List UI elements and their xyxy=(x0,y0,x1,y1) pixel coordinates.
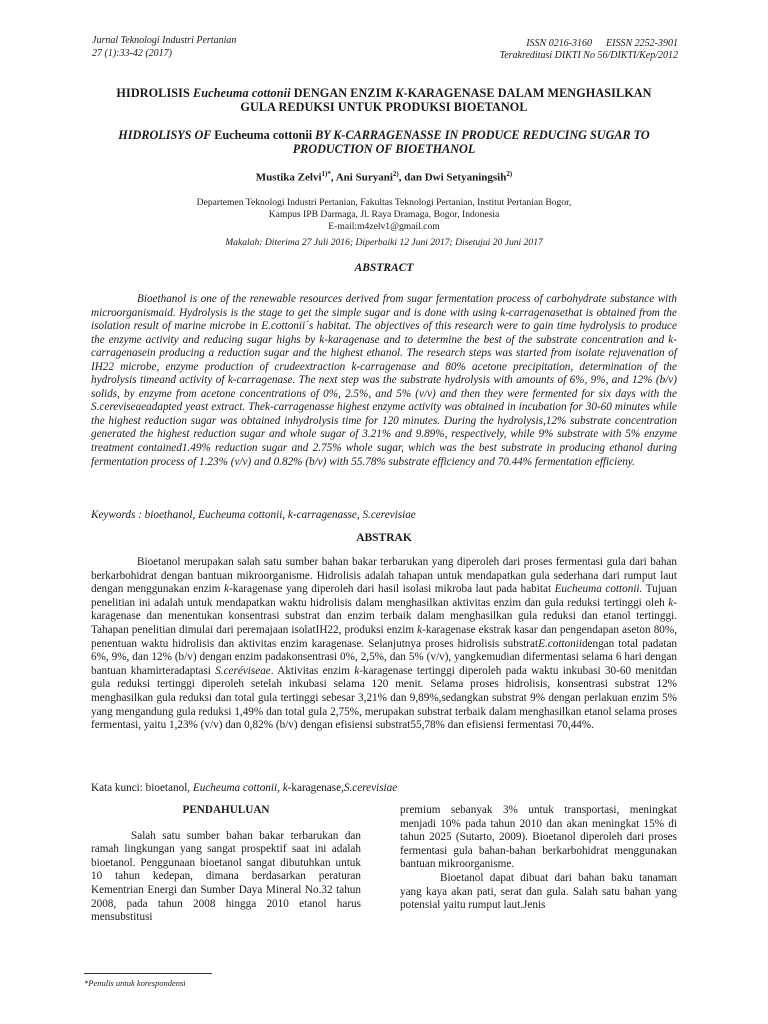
affiliation xyxy=(84,197,684,233)
footnote-divider xyxy=(84,973,212,974)
title-indonesian xyxy=(84,86,684,114)
abstract-text: Bioethanol is one of the renewable resources derived from sugar fermentation process of carbohydrate substance with microorganismaid. Hydrolysis is the stage to get the simple sugar and is done with using k-carragenasethat is obtained from the isolation result of marine microbe in E.cottonii´s habitat. The objectives of this research were to gain time hydrolysis to produce the enzyme activity and reducing sugar highs by k-karagenase and to determine the best of the substrate concentration and k-carragenasein producing a reduction sugar and the highest ethanol. The research steps was started from isolate rejuvenation of IH22 microbe, enzyme production of crudeextraction k-carragenase and 80% acetone precipitation, determination of the hydrolysis timeand activity of k-carragenase. The next step was the substrate hydrolysis with amounts of 6%, 9%, and 12% (b/v) solids, by enzyme from acetone concentrations of 0%, 2.5%, and 5% (v/v) and then they were fermented for six days with the S.cereviseaeadapted yeast extract. Thek-carragenasse highest enzyme activity was obtained in incubation for 30-60 minutes while the highest reduction sugar was obtained inhydrolysis time for 120 minutes. During the hydrolysis,12% substrate concentration generated the highest reduction sugar and whole sugar of 3.21% and 9.89%, respectively, while 9% substrate with 5% enzyme treatment contained1.49% reduction sugar and 2.75% whole sugar, which was the best substrate in producing ethanol during fermentation process of 1.23% (v/v) and 0.82% (b/v) with 55.78% substrate efficiency and 70.44% fermentation efficieny. xyxy=(91,293,677,468)
accreditation: Terakreditasi DIKTI No 56/DIKTI/Kep/2012 xyxy=(499,50,678,61)
issn-line xyxy=(500,38,678,50)
issn: ISSN 0216-3160 xyxy=(526,38,593,49)
journal-name: Jurnal Teknologi Industri Pertanian xyxy=(92,35,237,46)
affiliation-line2: Kampus IPB Darmaga, Jl. Raya Dramaga, Bogor, Indonesia xyxy=(268,209,500,220)
title-english-line1: HIDROLISYS OF Eucheuma cottonii BY K-CARRAGENASSE IN PRODUCE REDUCING SUGAR TO xyxy=(118,128,650,142)
kata-kunci: Kata kunci: bioetanol, Eucheuma cottonii, k-karagenase,S.cerevisiae xyxy=(91,782,398,794)
eissn: EISSN 2252-3901 xyxy=(606,38,678,49)
footnote: *Penulis untuk korespondensi xyxy=(84,978,186,988)
affiliation-line1: Departemen Teknologi Industri Pertanian, Fakultas Teknologi Pertanian, Institut Pertanian Bogor, xyxy=(196,197,572,208)
authors: Mustika Zelvi$^{1)*}$, Ani Suryani$^{2)}$, dan Dwi Setyaningsih$^{2)}$ xyxy=(255,170,513,184)
abstract-heading: ABSTRACT xyxy=(354,262,414,274)
submission-dates: Makalah: Diterima 27 Juli 2016; Diperbaiki 12 Juni 2017; Disetujui 20 Juni 2017 xyxy=(225,237,543,248)
keywords: Keywords : bioethanol, Eucheuma cottonii, k-carragenasse, S.cerevisiae xyxy=(91,509,416,521)
journal-volume: 27 (1):33-42 (2017) xyxy=(92,48,172,59)
abstrak-heading: ABSTRAK xyxy=(356,532,412,544)
body-column-right xyxy=(400,804,677,913)
running-header-right xyxy=(500,38,678,62)
title-indonesian-line1: HIDROLISIS Eucheuma cottonii DENGAN ENZIM K-KARAGENASE DALAM MENGHASILKAN xyxy=(116,86,652,100)
body-column-left xyxy=(91,804,361,925)
title-english xyxy=(84,128,684,156)
pendahuluan-paragraph-1-continued: premium sebanyak 3% untuk transportasi, meningkat menjadi 10% pada tahun 2010 dan akan meningkat 15% di tahun 2025 (Sutarto, 2009). Bioetanol diperoleh dari proses fermentasi gula bahan-bahan berkarbohidrat menggunakan bantuan mikroorganisme. xyxy=(400,804,677,871)
running-header-left xyxy=(92,34,236,60)
pendahuluan-heading: PENDAHULUAN xyxy=(182,804,270,816)
pendahuluan-paragraph-2: Bioetanol dapat dibuat dari bahan baku tanaman yang kaya akan pati, serat dan gula. Salah satu bahan yang potensial yaitu rumput laut.Jenis xyxy=(400,871,677,912)
title-indonesian-line2: GULA REDUKSI UNTUK PRODUKSI BIOETANOL xyxy=(240,100,528,114)
author-email: E-mail:m4zelv1@gmail.com xyxy=(328,221,440,232)
title-english-line2: PRODUCTION OF BIOETHANOL xyxy=(292,142,476,156)
pendahuluan-paragraph-1: Salah satu sumber bahan bakar terbarukan dan ramah lingkungan yang sangat prospektif saat ini adalah bioetanol. Penggunaan bioetanol sangat dibutuhkan untuk 10 tahun kedepan, dimana berdasarkan peraturan Kementrian Energi dan Sumber Daya Mineral No.32 tahun 2008, pada tahun 2008 hingga 2010 etanol harus mensubstitusi xyxy=(91,829,361,924)
abstrak-text: Bioetanol merupakan salah satu sumber bahan bakar terbarukan yang diperoleh dari proses fermentasi gula dari bahan berkarbohidrat dengan bantuan mikroorganisme. Hidrolisis adalah tahapan untuk mendapatkan gula sederhana dari rumput laut dengan menggunakan enzim k-karagenase yang diperoleh dari hasil isolasi mikroba laut pada habitat Eucheuma cottonii. Tujuan penelitian ini adalah untuk mendapatkan waktu hidrolisis dalam menghasilkan aktivitas enzim dan gula reduksi tertinggi oleh k-karagenase dan menentukan konsentrasi substrat dan enzim terbaik dalam menghasilkan gula reduksi dan etanol tertinggi. Tahapan penelitian dimulai dari peremajaan isolatIH22, produksi enzim k-karagenase ekstrak kasar dan pengendapan aseton 80%, penentuan waktu hidrolisis dan aktivitas enzim karagenase. Selanjutnya proses hidrolisis substratE.cottoniidengan total padatan 6%, 9%, dan 12% (b/v) dengan enzim padakonsentrasi 0%, 2,5%, dan 5% (v/v), yangkemudian difermentasi selama 6 hari dengan bantuan khamirteradaptasi S.ceréviseae. Aktivitas enzim k-karagenase tertinggi diperoleh pada waktu inkubasi 30-60 menitdan gula reduksi tertinggi diperoleh setelah inkubasi selama 120 menit. Selama proses hidrolisis, konsentrasi substrat 12% menghasilkan gula reduksi dan total gula tertinggi sebesar 3,21% dan 9,89%,sedangkan substrat 9% dengan perlakuan enzim 5% yang mengandung gula reduksi 1,49% dan total gula 2,75%, merupakan substrat terbaik dalam menghasilkan etanol selama proses fermentasi, yaitu 1,23% (v/v) dan 0,82% (b/v) dengan efisiensi substrat55,78% dan efisiensi fermentasi 70,44%. xyxy=(91,556,678,732)
